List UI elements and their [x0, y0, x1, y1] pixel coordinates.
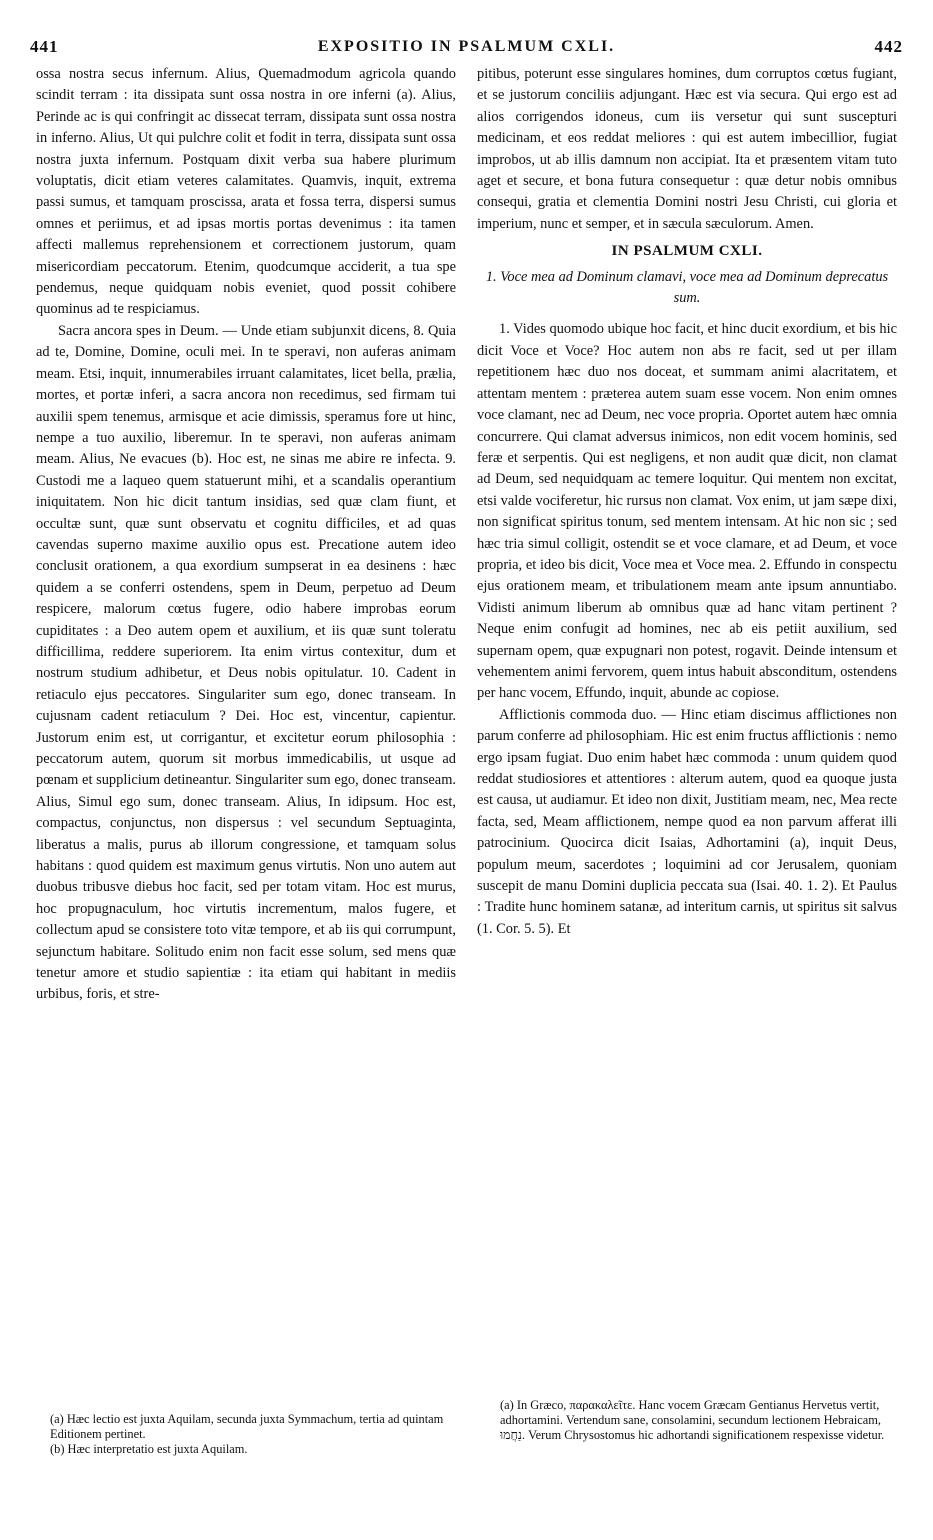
right-paragraph-2: Afflictionis commoda duo. — Hinc etiam discimus afflictiones non parum conferre ad philosophiam. Hic est enim fructus afflictionis : nemo ergo ipsam fugiat. Duo enim habet hæc commoda : unum quidem quod reddat studiosiores et attentiores : alterum autem, quod ea quoque justa est causa, ut audiamur. Et ideo non dixit, Justitiam meam, nec, Mea recte facta, sed, Meam afflictionem, nempe quod ea non parvum afferat illi patrocinium. Quocirca dicit Isaias, Adhortamini (a), inquit Deus, populum meum, sacerdotes ; loquimini ad cor Jerusalem, quoniam suscepit de manu Domini duplicia peccata sua (Isai. 40. 1. 2). Et Paulus : Tradite hunc hominem satanæ, ad interitum carnis, ut spiritus sit salvus (1. Cor. 5. 5). Et — [477, 706, 898, 937]
section-heading: IN PSALMUM CXLI. — [611, 243, 763, 260]
right-page-number: 442 — [874, 37, 903, 56]
left-paragraph-2: Sacra ancora spes in Deum. — Unde etiam subjunxit dicens, 8. Quia ad te, Domine, Domine, oculi mei. In te speravi, non auferas animam meam. Etsi, inquit, innumerabiles irruant calamitates, licet bella, prælia, mortes, et portæ inferi, a sacra ancora non recedimus, sed firmam tui auxilii spem tenemus, armisque et acie dimissis, speramus fore ut hinc, nempe a tuo auxilio, liberemur. In te speravi, non auferas animam meam. Alius, Ne evacues (b). Hoc est, ne sinas me abire re infecta. 9. Custodi me a laqueo quem statuerunt mihi, et a scandalis operantium iniquitatem. Non hic dicit tantum insidias, sed quæ clam fiunt, et occultæ sunt, quæ sunt observatu et cognitu difficiles, et ad quas cavendas superno maxime auxilio opus est. Precatione autem ideo conclusit orationem, a qua exordium sumpserat in ea desinens : hæc quidem a se conferri ostendens, spem in Deum, perpetuo ad Deum respicere, malorum cœtus fugere, odio habere improbas eorum cupiditates : a Deo autem opem et auxilium, et iis quæ sunt toleratu difficillima, reddere superiorem. Ita enim virtus contexitur, dum et nostrum studium adhibetur, et Deus nobis opitulatur. 10. Cadent in retiaculo ejus peccatores. Singulariter sum ego, donec transeam. In cujusnam cadent retiaculum ? Dei. Hoc est, vincentur, capientur. Justorum enim est, ut corrigantur, et excitetur eorum philosophia : peccatorum autem, quorum sit morbus immedicabilis, ut usque ad pœnam et supplicium detineantur. Singulariter sum ego, donec transeam. Alius, Simul ego sum, donec transeam. Alius, In idipsum. Hoc est, compactus, conjunctus, non dispersus : vel secundum Septuaginta, liberatus a malis, purus ab illorum congressione, et tamquam solus habitans : quod quidem est maximum genus virtutis. Non uno autem aut duobus tribusve diebus hoc facit, sed per totam vitam. Hoc est murus, hoc propugnaculum, hoc virtutis incrementum, malos fugere, et collectum apud se consistere toto vitæ tempore, et ab iis qui corrumpunt, sejunctum habitare. Solitudo enim non facit esse solum, sed mens quæ tenetur amore et studio sapientiæ : ita etiam qui habitant in mediis urbibus, foris, et stre- — [36, 322, 456, 1003]
right-footnote-a: (a) In Græco, παρακαλεῖτε. Hanc vocem Græcam Gentianus Hervetus vertit, adhortamini. Vertendum sane, consolamini, secundum lectionem Hebraicam, נַחֲמוּ. Verum Chrysostomus hic adhortandi significationem respexisse videtur. — [500, 1398, 885, 1442]
right-paragraph-1: 1. Vides quomodo ubique hoc facit, et hinc ducit exordium, et bis hic dicit Voce et Voce? Hoc autem non abs re facit, sed ut per illam repetitionem hæc duo nos doceat, et summam animi alacritatem, et attentam mentem : præterea autem suam esse vocem. Non enim omnes voce clamant, nec ad Deum, nec voce propria. Oportet autem hæc omnia concurrere. Qui clamat adversus inimicos, non edit vocem hominis, sed feræ et serpentis. Qui est negligens, et non audit quæ dicit, non clamat ad Deum, sed nequidquam ac temere loquitur. Qui mentem non excitat, etsi valde vociferetur, hic rursus non clamat. Vox enim, ut jam sæpe dixi, non significat spiritus tonum, sed mentem intensam. At hic non sic ; sed hæc tria simul colligit, ostendit se et voce clamare, et ad Deum, et voce propria, et ideo bis dicit, Voce mea et Voce mea. 2. Effundo in conspectu ejus orationem meam, et tribulationem meam ante ipsum annuntiabo. Vidisti animum liberum ab omnibus quæ ad hanc vitam pertinent ? Neque enim confugit ad homines, nec ab eis petiit auxilium, sed supernam opem, quæ expugnari non potest, rogavit. Deinde intensum et vehementem animi fervorem, quem intus habuit absconditum, ostendens per hanc vocem, Effundo, inquit, abunde ac copiose. — [477, 321, 897, 702]
left-page-number: 441 — [30, 37, 59, 56]
left-column — [36, 64, 456, 1006]
verse-caption: 1. Voce mea ad Dominum clamavi, voce mea ad Dominum deprecatus sum. — [485, 268, 889, 307]
running-title: EXPOSITIO IN PSALMUM CXLI. — [317, 38, 616, 55]
left-footnote-a: (a) Hæc lectio est juxta Aquilam, secunda juxta Symmachum, tertia ad quintam Editionem pertinet. — [50, 1412, 444, 1441]
right-intro-paragraph: pitibus, poterunt esse singulares homines, dum corruptos cœtus fugiant, et se justorum conciliis adjungant. Hæc est via secura. Qui ergo est ad alios corrigendos idoneus, cum iis versetur qui sunt suscepturi medicinam, et eos reddat meliores : qui est autem imbecillior, fugiat improbos, ut ab illis damnum non accipiat. Ita et præsentem vitam tuto aget et secure, et bona futura consequetur : quæ detur nobis omnibus consequi, gratia et clementia Domini nostri Jesu Christi, cui gloria et imperium, nunc et semper, et in sæcula sæculorum. Amen. — [477, 66, 897, 232]
left-footnote-b: (b) Hæc interpretatio est juxta Aquilam. — [50, 1442, 248, 1456]
left-paragraph-1: ossa nostra secus infernum. Alius, Quemadmodum agricola quando scindit terram : ita dissipata sunt ossa nostra in ore inferni (a). Alius, Perinde ac is qui confringit ac dissecat terram, dissipata sunt ossa nostra in inferno. Alius, Ut qui pulchre colit et fodit in terra, dissipata sunt ossa nostra juxta infernum. Postquam dixit verba sua habere plurimum voluptatis, dicit etiam veteres calamitates. Quamvis, inquit, extrema passi sumus, et tamquam proscissa, arata et fossa terra, dispersi sumus omnes et periimus, et ad ipsas mortis portas devenimus : ita tamen affecti mallemus reprehensionem et correctionem justorum, quam misericordiam peccatorum. Etenim, quodcumque acciderit, a tua spe pendemus, neque quidquam nobis eveniet, quod possit cohibere quominus ad te respiciamus. — [36, 66, 456, 318]
left-footnotes — [50, 1412, 450, 1457]
right-column — [477, 64, 897, 940]
right-footnotes — [500, 1398, 895, 1443]
running-header — [30, 34, 903, 60]
